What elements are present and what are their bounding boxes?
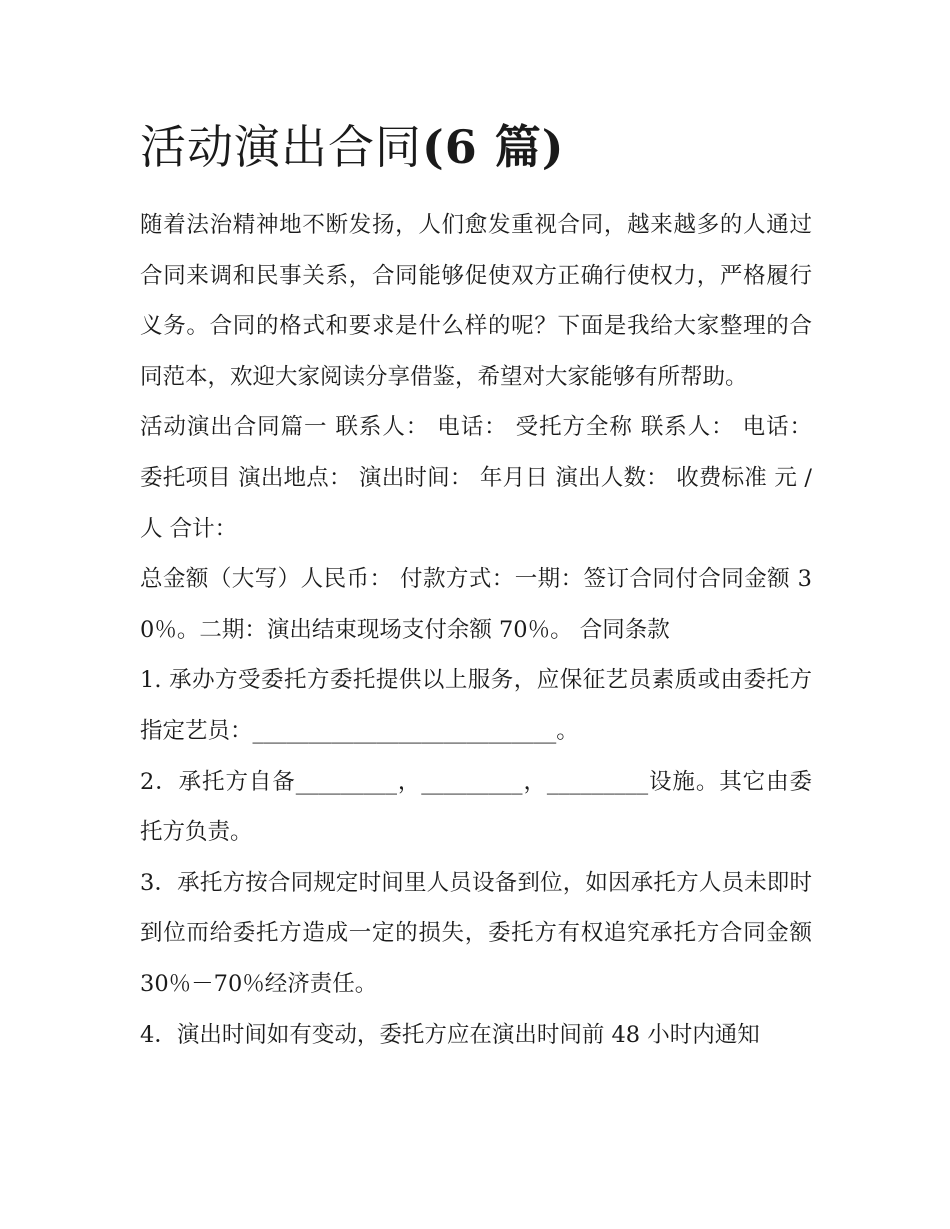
clause-1: 1. 承办方受委托方委托提供以上服务，应保征艺员素质或由委托方指定艺员：___________________________。 (140, 667, 812, 744)
clause-3: 3．承托方按合同规定时间里人员设备到位，如因承托方人员未即时到位而给委托方造成一定的损失，委托方有权追究承托方合同金额 30％－70％经济责任。 (140, 869, 812, 997)
intro-paragraph: 随着法治精神地不断发扬，人们愈发重视合同，越来越多的人通过合同来调和民事关系，合同能够促使双方正确行使权力，严格履行义务。合同的格式和要求是什么样的呢？下面是我给大家整理的合同范本，欢迎大家阅读分享借鉴，希望对大家能够有所帮助。 (140, 212, 812, 390)
document-title (140, 116, 812, 178)
title-main: 活动演出合同 (140, 120, 422, 174)
document-body (140, 116, 812, 1060)
clause-2: 2．承托方自备_________，_________，_________设施。其它由委托方负责。 (140, 768, 812, 846)
title-suffix: (6 篇) (422, 120, 565, 174)
clause-4: 4．演出时间如有变动，委托方应在演出时间前 48 小时内通知 (140, 1021, 760, 1048)
payment-paragraph: 总金额（大写）人民币： 付款方式：一期：签订合同付合同金额 30％。二期：演出结束现场支付余额 70％。 合同条款 (140, 566, 812, 643)
contract-header-paragraph: 活动演出合同篇一 联系人： 电话： 受托方全称 联系人： 电话： 委托项目 演出地点： 演出时间： 年月日 演出人数： 收费标准 元 / 人 合计： (140, 414, 812, 542)
